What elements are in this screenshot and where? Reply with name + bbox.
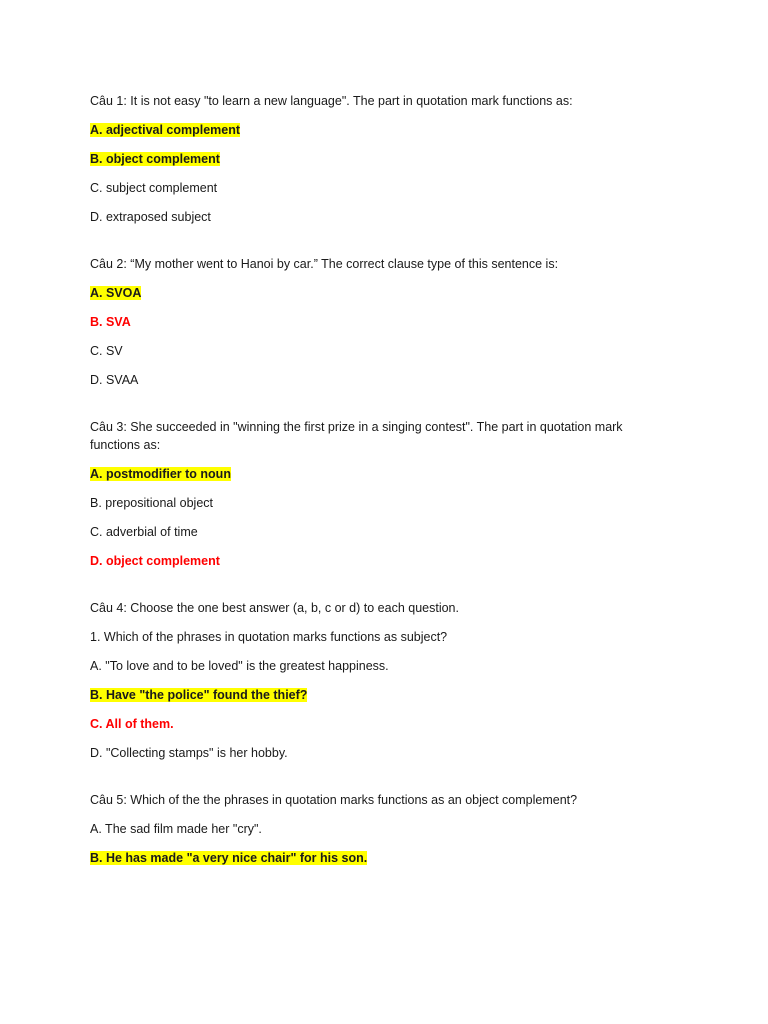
q1-option-b-text: B. object complement: [90, 152, 220, 166]
q3-option-a: [90, 465, 670, 483]
q3-question: Câu 3: She succeeded in "winning the first prize in a singing contest". The part in quotation mark functions as:: [90, 420, 623, 452]
q3-option-b: B. prepositional object: [90, 496, 213, 510]
q4-option-d: D. "Collecting stamps" is her hobby.: [90, 746, 288, 760]
q3-option-d: D. object complement: [90, 554, 220, 568]
q2-option-b: B. SVA: [90, 315, 131, 329]
q1-option-c: C. subject complement: [90, 181, 218, 195]
q4-question: Câu 4: Choose the one best answer (a, b, c or d) to each question.: [90, 601, 459, 615]
q3-option-a-text: A. postmodifier to noun: [90, 467, 231, 481]
spacer: [90, 400, 670, 418]
q5-option-b: [90, 849, 670, 867]
spacer: [90, 773, 670, 791]
q1-option-a-text: A. adjectival complement: [90, 123, 241, 137]
document-page: [90, 92, 670, 878]
q2-option-a-text: A. SVOA: [90, 286, 142, 300]
spacer: [90, 237, 670, 255]
q2-question: Câu 2: “My mother went to Hanoi by car.” The correct clause type of this sentence is:: [90, 257, 559, 271]
q5-option-a: A. The sad film made her "cry".: [90, 822, 262, 836]
q2-option-c: C. SV: [90, 344, 123, 358]
q1-option-a: [90, 121, 670, 139]
q4-subquestion: 1. Which of the phrases in quotation marks functions as subject?: [90, 630, 448, 644]
q1-option-d: D. extraposed subject: [90, 210, 211, 224]
q2-option-a: [90, 284, 670, 302]
q5-option-b-text: B. He has made "a very nice chair" for his son.: [90, 851, 368, 865]
q4-option-a: A. "To love and to be loved" is the greatest happiness.: [90, 659, 389, 673]
q4-option-b: [90, 686, 670, 704]
q4-option-c: C. All of them.: [90, 717, 174, 731]
q1-option-b: [90, 150, 670, 168]
q4-option-b-text: B. Have "the police" found the thief?: [90, 688, 308, 702]
q2-option-d: D. SVAA: [90, 373, 139, 387]
q5-question: Câu 5: Which of the the phrases in quotation marks functions as an object complement?: [90, 793, 578, 807]
q1-question: Câu 1: It is not easy "to learn a new language". The part in quotation mark functions as:: [90, 94, 573, 108]
q3-option-c: C. adverbial of time: [90, 525, 198, 539]
spacer: [90, 581, 670, 599]
